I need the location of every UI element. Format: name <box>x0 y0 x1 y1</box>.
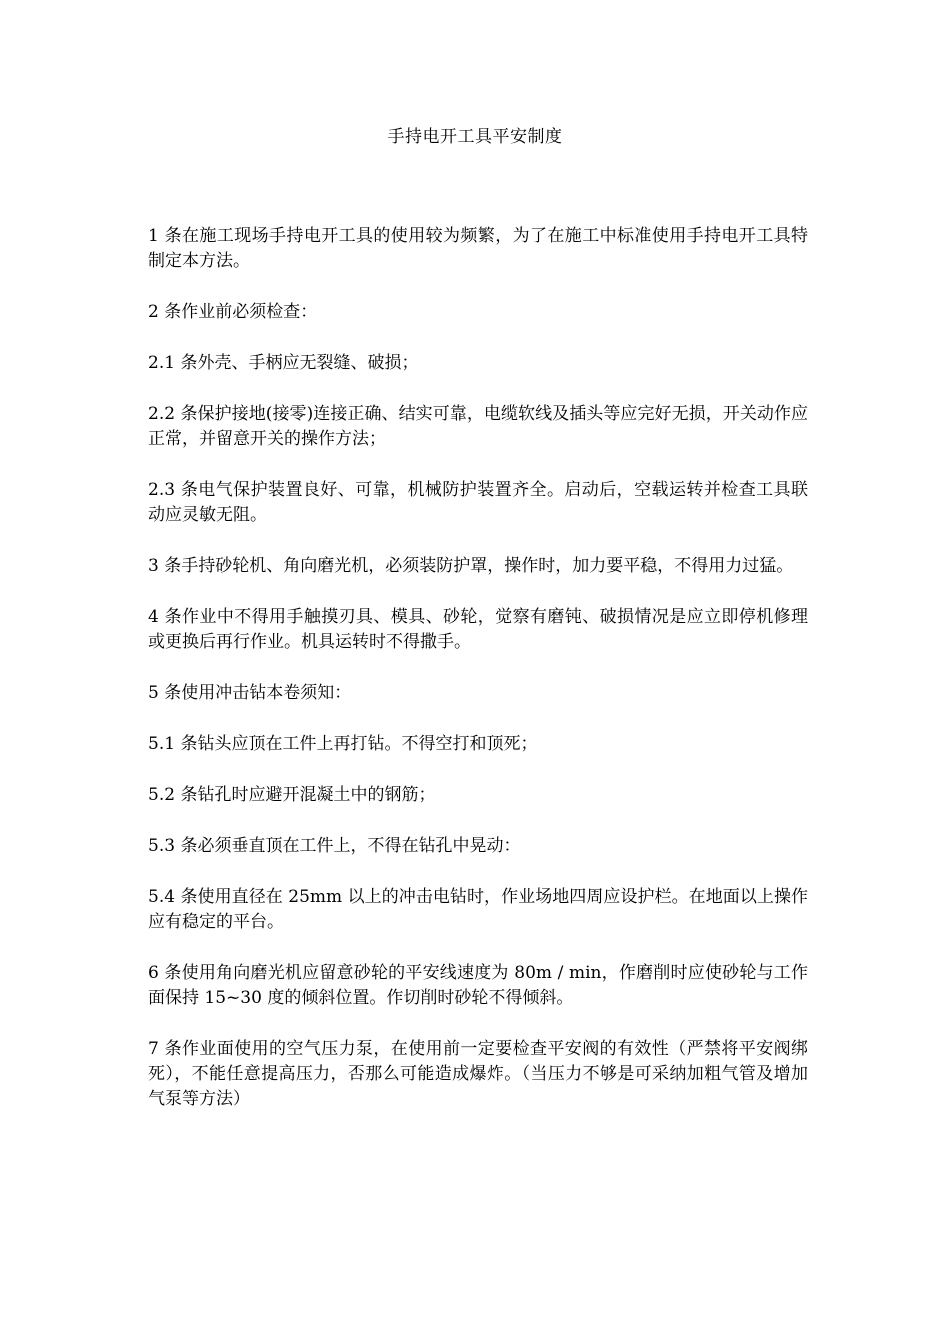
document-title: 手持电开工具平安制度 <box>387 127 563 147</box>
paragraph-2-2: 2.2 条保护接地(接零)连接正确、结实可靠，电缆软线及插头等应完好无损，开关动作应正常，并留意开关的操作方法； <box>148 404 808 449</box>
paragraph-5-2: 5.2 条钻孔时应避开混凝土中的钢筋； <box>148 785 436 805</box>
paragraph-5-3: 5.3 条必须垂直顶在工件上，不得在钻孔中晃动： <box>148 836 521 856</box>
paragraph-6: 6 条使用角向磨光机应留意砂轮的平安线速度为 80m / min，作磨削时应使砂轮与工作面保持 15~30 度的倾斜位置。作切削时砂轮不得倾斜。 <box>148 963 808 1008</box>
paragraph-3: 3 条手持砂轮机、角向磨光机，必须装防护罩，操作时，加力要平稳，不得用力过猛。 <box>148 556 794 576</box>
paragraph-2-3: 2.3 条电气保护装置良好、可靠，机械防护装置齐全。启动后，空载运转并检查工具联动应灵敏无阻。 <box>148 480 808 525</box>
paragraph-2-1: 2.1 条外壳、手柄应无裂缝、破损； <box>148 353 419 373</box>
paragraph-5-1: 5.1 条钻头应顶在工件上再打钻。不得空打和顶死； <box>148 734 538 754</box>
paragraph-4: 4 条作业中不得用手触摸刃具、模具、砂轮，觉察有磨钝、破损情况是应立即停机修理或更换后再行作业。机具运转时不得撒手。 <box>148 607 808 652</box>
paragraph-5-4: 5.4 条使用直径在 25mm 以上的冲击电钻时，作业场地四周应设护栏。在地面以上操作应有稳定的平台。 <box>148 887 808 932</box>
paragraph-1: 1 条在施工现场手持电开工具的使用较为频繁，为了在施工中标准使用手持电开工具特制定本方法。 <box>148 226 808 271</box>
paragraph-2: 2 条作业前必须检查： <box>148 302 318 322</box>
paragraph-7: 7 条作业面使用的空气压力泵，在使用前一定要检查平安阀的有效性（严禁将平安阀绑死），不能任意提高压力，否那么可能造成爆炸。（当压力不够是可采纳加粗气管及增加气泵等方法） <box>148 1039 808 1109</box>
document-body <box>148 224 808 1138</box>
paragraph-5: 5 条使用冲击钻本卷须知： <box>148 683 352 703</box>
